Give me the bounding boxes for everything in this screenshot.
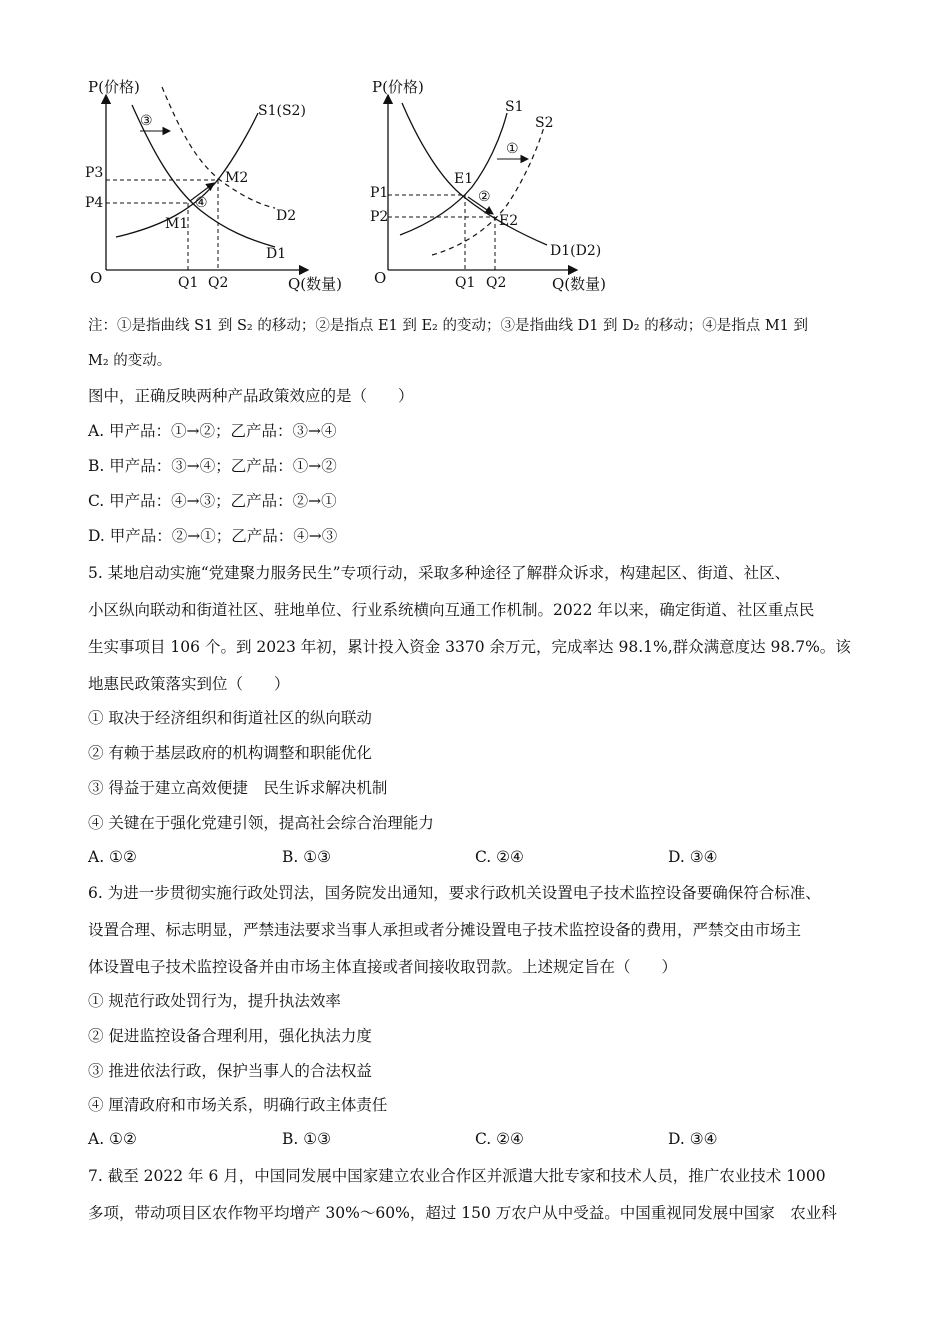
p4-label: P4	[85, 195, 104, 211]
marker-1: ①	[506, 141, 519, 157]
e2-label: E2	[499, 213, 519, 229]
right-supply-demand-graph	[372, 75, 632, 300]
q1-label: Q1	[455, 275, 476, 291]
y-axis-label: P(价格)	[88, 78, 140, 96]
q2-label: Q2	[486, 275, 507, 291]
d2-label: D2	[276, 208, 297, 224]
q2-label: Q2	[208, 275, 229, 291]
x-axis-label: Q(数量)	[288, 275, 343, 293]
q6-stem-line-3: 体设置电子技术监控设备并由市场主体直接或者间接收取罚款。上述规定旨在（ ）	[88, 958, 678, 976]
s1-label: S1	[505, 99, 524, 115]
p1-label: P1	[370, 185, 389, 201]
q6-choice-a[interactable]: A. ①②	[88, 1130, 137, 1148]
q6-stem-line-2: 设置合理、标志明显，严禁违法要求当事人承担或者分摊设置电子技术监控设备的费用，严禁交由市场主	[88, 921, 802, 939]
p2-label: P2	[370, 209, 389, 225]
q6-item-1: ① 规范行政处罚行为，提升执法效率	[88, 992, 341, 1010]
q4-option-d[interactable]: D. 甲产品：②→①；乙产品：④→③	[88, 527, 338, 545]
q4-option-c[interactable]: C. 甲产品：④→③；乙产品：②→①	[88, 492, 337, 510]
q5-choice-c[interactable]: C. ②④	[475, 848, 524, 866]
q5-stem-line-1: 5. 某地启动实施“党建聚力服务民生”专项行动，采取多种途径了解群众诉求，构建起区、街道、社区、	[88, 564, 791, 582]
s2-label: S2	[535, 115, 554, 131]
origin-label: O	[374, 269, 387, 287]
q7-stem-line-1: 7. 截至 2022 年 6 月，中国同发展中国家建立农业合作区并派遣大批专家和技术人员，推广农业技术 1000	[88, 1167, 826, 1185]
q4-option-a[interactable]: A. 甲产品：①→②；乙产品：③→④	[88, 422, 337, 440]
supply-label: S1(S2)	[258, 103, 306, 119]
d-label: D1(D2)	[550, 243, 602, 259]
q6-item-3: ③ 推进依法行政，保护当事人的合法权益	[88, 1062, 372, 1080]
q6-choice-c[interactable]: C. ②④	[475, 1130, 524, 1148]
origin-label: O	[90, 269, 103, 287]
m1-label: M1	[165, 216, 189, 232]
q6-item-2: ② 促进监控设备合理利用，强化执法力度	[88, 1027, 372, 1045]
note-line-2: M₂ 的变动。	[88, 353, 172, 369]
y-axis-label: P(价格)	[372, 78, 424, 96]
q5-item-4: ④ 关键在于强化党建引领，提高社会综合治理能力	[88, 814, 434, 832]
e1-label: E1	[454, 171, 474, 187]
note-line-1: 注：①是指曲线 S1 到 S₂ 的移动；②是指点 E1 到 E₂ 的变动；③是指曲线 D1 到 D₂ 的移动；④是指点 M1 到	[88, 318, 808, 334]
left-supply-demand-graph	[80, 75, 370, 300]
q7-stem-line-2: 多项，带动项目区农作物平均增产 30%～60%，超过 150 万农户从中受益。中国重视同发展中国家 农业科	[88, 1204, 837, 1222]
q5-stem-line-2: 小区纵向联动和街道社区、驻地单位、行业系统横向互通工作机制。2022 年以来，确定街道、社区重点民	[88, 601, 815, 619]
q5-item-2: ② 有赖于基层政府的机构调整和职能优化	[88, 744, 372, 762]
q5-item-3: ③ 得益于建立高效便捷 民生诉求解决机制	[88, 779, 388, 797]
q6-stem-line-1: 6. 为进一步贯彻实施行政处罚法，国务院发出通知，要求行政机关设置电子技术监控设备要确保符合标准、	[88, 884, 821, 902]
m2-label: M2	[225, 170, 249, 186]
q5-stem-line-3: 生实事项目 106 个。到 2023 年初，累计投入资金 3370 余万元，完成率达 98.1%,群众满意度达 98.7%。该	[88, 638, 851, 656]
p3-label: P3	[85, 165, 104, 181]
q5-choice-d[interactable]: D. ③④	[668, 848, 718, 866]
q6-choice-d[interactable]: D. ③④	[668, 1130, 718, 1148]
marker-2: ②	[478, 189, 491, 205]
q5-item-1: ① 取决于经济组织和街道社区的纵向联动	[88, 709, 372, 727]
q6-choice-b[interactable]: B. ①③	[282, 1130, 332, 1148]
q4-stem: 图中，正确反映两种产品政策效应的是（ ）	[88, 387, 414, 405]
q5-stem-line-4: 地惠民政策落实到位（ ）	[88, 675, 290, 693]
q1-label: Q1	[178, 275, 199, 291]
q5-choice-b[interactable]: B. ①③	[282, 848, 332, 866]
q5-choice-a[interactable]: A. ①②	[88, 848, 137, 866]
marker-4: ④	[195, 195, 208, 211]
marker-3: ③	[140, 113, 153, 129]
d1-label: D1	[266, 246, 287, 262]
q6-item-4: ④ 厘清政府和市场关系，明确行政主体责任	[88, 1096, 388, 1114]
x-axis-label: Q(数量)	[552, 275, 607, 293]
q4-option-b[interactable]: B. 甲产品：③→④；乙产品：①→②	[88, 457, 337, 475]
